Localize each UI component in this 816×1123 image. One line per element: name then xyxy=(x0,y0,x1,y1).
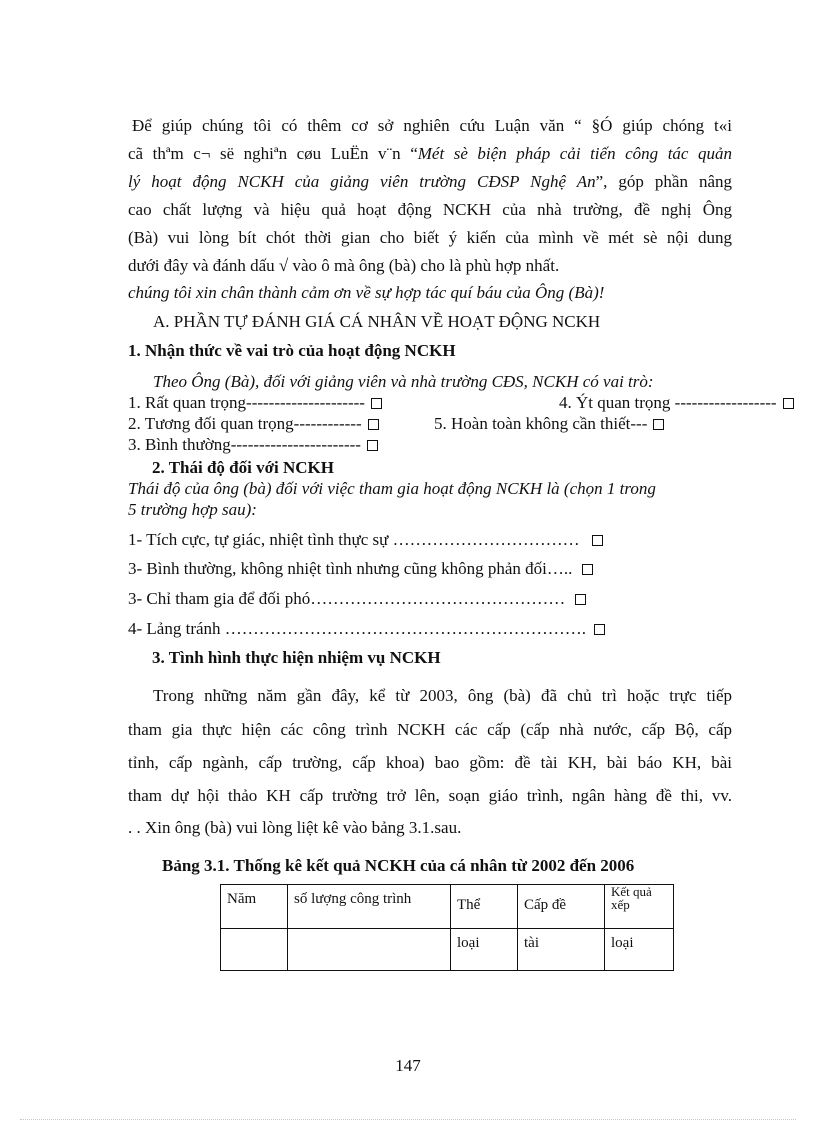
intro-line-2a: cã thªm c¬ së nghiªn cøu LuËn v¨n “ xyxy=(128,144,418,163)
header-level: Cấp đề xyxy=(518,885,605,929)
q1-option-2: 2. Tương đối quan trọng------------ xyxy=(128,414,379,433)
intro-line-1: Để giúp chúng tôi có thêm cơ sở nghiên cứu Luận văn “ §Ó giúp chóng t«i xyxy=(132,116,732,135)
checkbox-icon[interactable] xyxy=(783,398,794,409)
thesis-title-1: Mét sè biện pháp cải tiến công tác quản xyxy=(417,144,732,163)
intro-line-2 xyxy=(128,144,732,164)
q1-option-3: 3. Bình thường----------------------- xyxy=(128,435,378,454)
header-type: Thể xyxy=(451,885,518,929)
checkbox-icon[interactable] xyxy=(367,440,378,451)
q3-paragraph-4: tham dự hội thảo KH cấp trường trở lên, soạn giáo trình, ngân hàng đề thi, vv. xyxy=(128,786,732,805)
table-caption: Bảng 3.1. Thống kê kết quả NCKH của cá nhân từ 2002 đến 2006 xyxy=(162,856,635,875)
cell-type[interactable]: loại xyxy=(451,929,518,971)
thesis-title-2: lý hoạt động NCKH của giảng viên trường CĐSP Nghệ An xyxy=(128,172,596,191)
q1-option-4: 4. Ýt quan trọng ------------------ xyxy=(559,393,794,413)
intro-line-3 xyxy=(128,172,732,192)
q1-option-row-3 xyxy=(128,435,732,455)
checkbox-icon[interactable] xyxy=(653,419,664,430)
section-a-heading: A. PHẦN TỰ ĐÁNH GIÁ CÁ NHÂN VỀ HOẠT ĐỘNG NCKH xyxy=(153,312,601,331)
q2-option-3: 3- Chỉ tham gia để đối phó……………………………………… xyxy=(128,589,732,609)
q1-title: 1. Nhận thức về vai trò của hoạt động NCKH xyxy=(128,341,456,360)
q2-option-4: 4- Lảng tránh ………………………………………………………. xyxy=(128,619,732,639)
q1-option-row-1 xyxy=(128,393,777,413)
checkbox-icon[interactable] xyxy=(575,594,586,605)
header-year: Năm xyxy=(221,885,288,929)
q1-option-5: 5. Hoàn toàn không cần thiết--- xyxy=(434,414,664,434)
checkbox-icon[interactable] xyxy=(371,398,382,409)
intro-line-3b: ”, góp phần nâng xyxy=(595,172,732,191)
header-ranking: Kết quả xếp xyxy=(605,885,674,929)
intro-line-6: dưới đây và đánh dấu √ vào ô mà ông (bà) cho là phù hợp nhất. xyxy=(128,256,560,275)
checkbox-icon[interactable] xyxy=(368,419,379,430)
q2-option-1: 1- Tích cực, tự giác, nhiệt tình thực sự …………………………… xyxy=(128,530,732,550)
cell-count[interactable] xyxy=(288,929,451,971)
cell-ranking[interactable]: loại xyxy=(605,929,674,971)
q1-option-1: 1. Rất quan trọng--------------------- xyxy=(128,393,382,412)
cell-year[interactable] xyxy=(221,929,288,971)
q2-prompt-2: 5 trường hợp sau): xyxy=(128,500,257,519)
q3-paragraph-5: . . Xin ông (bà) vui lòng liệt kê vào bảng 3.1.sau. xyxy=(128,818,462,837)
intro-line-4: cao chất lượng và hiệu quả hoạt động NCKH của nhà trường, đề nghị Ông xyxy=(128,200,732,219)
table-header-row xyxy=(221,885,674,929)
table-row xyxy=(221,929,674,971)
q2-title: 2. Thái độ đối với NCKH xyxy=(152,458,334,477)
intro-line-5: (Bà) vui lòng bít chót thời gian cho biết ý kiến của mình về mét sè nội dung xyxy=(128,228,732,247)
q1-option-row-2 xyxy=(128,414,732,434)
checkbox-icon[interactable] xyxy=(594,624,605,635)
q1-prompt: Theo Ông (Bà), đối với giảng viên và nhà trường CĐS, NCKH có vai trò: xyxy=(153,372,654,391)
results-table xyxy=(220,884,674,971)
page-number: 147 xyxy=(395,1056,421,1075)
page-bottom-divider xyxy=(20,1119,796,1120)
cell-level[interactable]: tài xyxy=(518,929,605,971)
thanks-line: chúng tôi xin chân thành cảm ơn về sự hợp tác quí báu của Ông (Bà)! xyxy=(128,283,605,302)
header-count: số lượng công trình xyxy=(288,885,451,929)
q2-option-2: 3- Bình thường, không nhiệt tình nhưng cũng không phản đối….. xyxy=(128,559,732,579)
q2-prompt-1: Thái độ của ông (bà) đối với việc tham gia hoạt động NCKH là (chọn 1 trong xyxy=(128,479,656,498)
checkbox-icon[interactable] xyxy=(592,535,603,546)
q3-paragraph-1: Trong những năm gần đây, kể từ 2003, ông (bà) đã chủ trì hoặc trực tiếp xyxy=(153,686,732,705)
checkbox-icon[interactable] xyxy=(582,564,593,575)
q3-title: 3. Tình hình thực hiện nhiệm vụ NCKH xyxy=(152,648,441,667)
q3-paragraph-3: tỉnh, cấp ngành, cấp trường, cấp khoa) bao gồm: đề tài KH, bài báo KH, bài xyxy=(128,753,732,772)
q3-paragraph-2: tham gia thực hiện các công trình NCKH các cấp (cấp nhà nước, cấp Bộ, cấp xyxy=(128,720,732,739)
